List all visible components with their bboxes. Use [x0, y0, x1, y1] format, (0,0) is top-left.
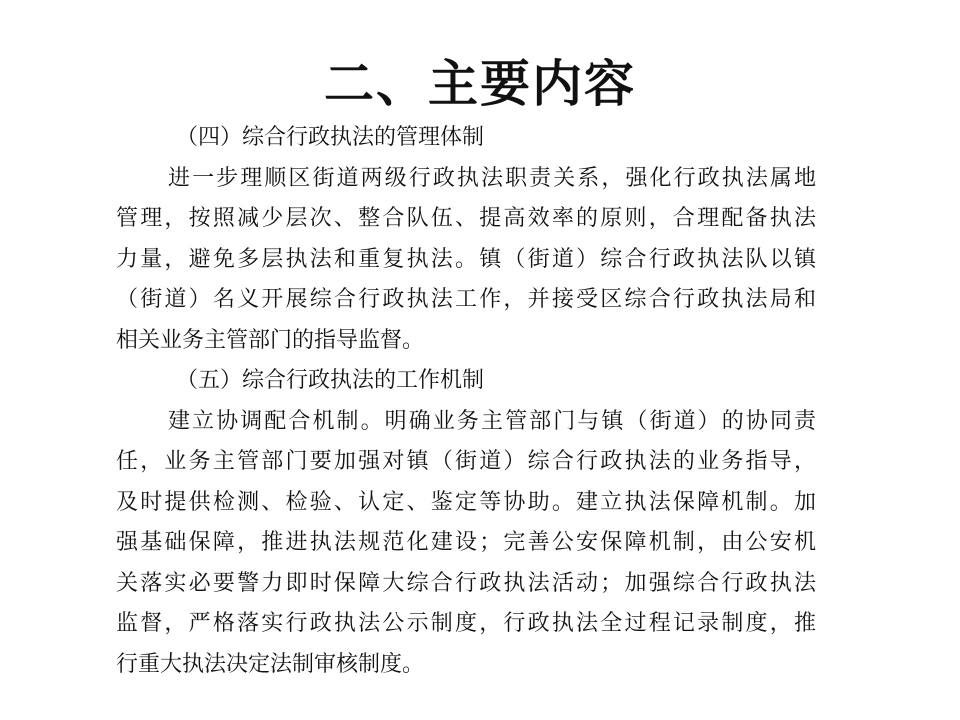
- paragraph-line: 任，业务主管部门要加强对镇（街道）综合行政执法的业务指导，: [116, 449, 816, 474]
- section-heading-5: （五）综合行政执法的工作机制: [176, 368, 485, 393]
- paragraph-line: 关落实必要警力即时保障大综合行政执法活动；加强综合行政执法: [116, 570, 816, 596]
- paragraph-line: 及时提供检测、检验、认定、鉴定等协助。建立执法保障机制。加: [116, 489, 816, 515]
- paragraph-line: 力量，避免多层执法和重复执法。镇（街道）综合行政执法队以镇: [116, 246, 816, 272]
- paragraph-line: 监督，严格落实行政执法公示制度，行政执法全过程记录制度，推: [116, 611, 816, 636]
- paragraph-line: 强基础保障，推进执法规范化建设；完善公安保障机制，由公安机: [116, 530, 816, 555]
- paragraph-line: 管理，按照减少层次、整合队伍、提高效率的原则，合理配备执法: [116, 206, 816, 231]
- paragraph-line: 进一步理顺区街道两级行政执法职责关系，强化行政执法属地: [168, 165, 816, 191]
- paragraph-line: 行重大执法决定法制审核制度。: [116, 651, 425, 677]
- paragraph-line: 建立协调配合机制。明确业务主管部门与镇（街道）的协同责: [168, 408, 816, 434]
- paragraph-line: （街道）名义开展综合行政执法工作，并接受区综合行政执法局和: [116, 287, 816, 312]
- section-heading-4: （四）综合行政执法的管理体制: [176, 125, 485, 150]
- document-body: [116, 118, 816, 685]
- page-title: 二、主要内容: [324, 55, 636, 113]
- paragraph-line: 相关业务主管部门的指导监督。: [116, 327, 425, 353]
